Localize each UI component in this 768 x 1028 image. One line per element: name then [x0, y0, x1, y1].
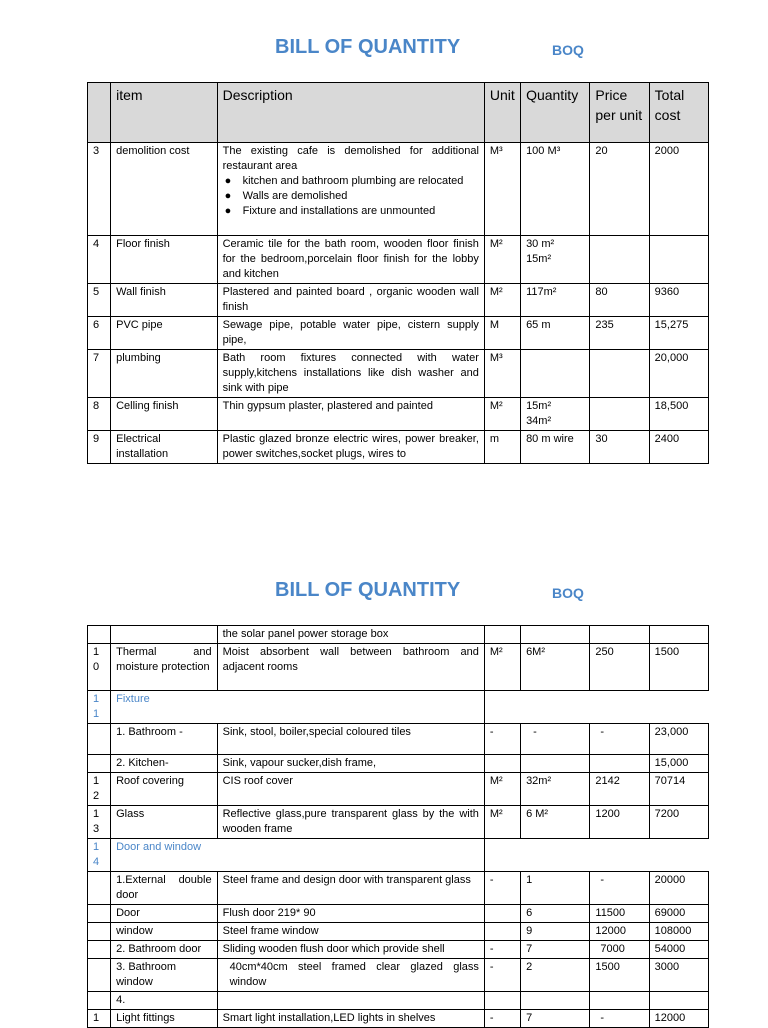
- cell-qty: 7: [521, 941, 590, 959]
- page2-boq-label: BOQ: [552, 585, 584, 601]
- cell-item: Electrical installation: [111, 431, 218, 464]
- cell-no: 7: [88, 350, 111, 398]
- cell-no: 4: [88, 236, 111, 284]
- cell-qty: 30 m² 15m²: [521, 236, 590, 284]
- cell-no: 1 2: [88, 773, 111, 806]
- cell-qty: 117m²: [521, 284, 590, 317]
- cell-total: 54000: [649, 941, 708, 959]
- header-cell: Price per unit: [590, 83, 649, 143]
- cell-total: 2000: [649, 143, 708, 236]
- cell-no: 3: [88, 143, 111, 236]
- page1-boq-label: BOQ: [552, 42, 584, 58]
- table-row: [88, 431, 709, 464]
- cell-unit: m: [484, 431, 520, 464]
- cell-item: Glass: [111, 806, 218, 839]
- cell-no: 6: [88, 317, 111, 350]
- cell-unit: M²: [484, 644, 520, 691]
- cell-qty: 80 m wire: [521, 431, 590, 464]
- cell-qty: 1: [521, 872, 590, 905]
- cell-qty: -: [521, 724, 590, 755]
- list-item: ● Fixture and installations are unmounted: [243, 204, 479, 219]
- cell-no: [88, 872, 111, 905]
- cell-price: 30: [590, 431, 649, 464]
- cell-price: 12000: [590, 923, 649, 941]
- table-row: [88, 1010, 709, 1028]
- cell-qty: [521, 626, 590, 644]
- cell-item: PVC pipe: [111, 317, 218, 350]
- cell-price: 250: [590, 644, 649, 691]
- cell-qty: [521, 350, 590, 398]
- cell-no: 1 4: [88, 839, 111, 872]
- cell-price: 1200: [590, 806, 649, 839]
- cell-qty: 7: [521, 1010, 590, 1028]
- cell-item: Thermal and moisture protection: [111, 644, 218, 691]
- list-item: ● kitchen and bathroom plumbing are relocated: [243, 174, 479, 189]
- cell-qty: 2: [521, 959, 590, 992]
- cell-description: [217, 143, 484, 236]
- cell-price: [590, 236, 649, 284]
- cell-total: [649, 626, 708, 644]
- cell-description: Sewage pipe, potable water pipe, cistern supply pipe,: [217, 317, 484, 350]
- cell-item: [111, 626, 218, 644]
- cell-qty: 15m² 34m²: [521, 398, 590, 431]
- cell-unit: -: [484, 724, 520, 755]
- cell-description: Plastic glazed bronze electric wires, power breaker, power switches,socket plugs, wires to: [217, 431, 484, 464]
- cell-unit: -: [484, 959, 520, 992]
- cell-item: Door: [111, 905, 218, 923]
- cell-no: 9: [88, 431, 111, 464]
- cell-unit: [484, 626, 520, 644]
- cell-total: 18,500: [649, 398, 708, 431]
- cell-qty: 6: [521, 905, 590, 923]
- header-cell: Description: [217, 83, 484, 143]
- table-row: [88, 626, 709, 644]
- cell-total: 20,000: [649, 350, 708, 398]
- cell-unit: M³: [484, 350, 520, 398]
- cell-price: 7000: [590, 941, 649, 959]
- cell-description: Steel frame window: [217, 923, 484, 941]
- cell-total: 7200: [649, 806, 708, 839]
- cell-unit: [484, 755, 520, 773]
- cell-total: 1500: [649, 644, 708, 691]
- page2-title: BILL OF QUANTITY: [275, 579, 461, 601]
- table-row: [88, 350, 709, 398]
- cell-description: [217, 992, 484, 1010]
- table-row: [88, 959, 709, 992]
- cell-price: -: [590, 724, 649, 755]
- cell-price: [590, 992, 649, 1010]
- table-row: [88, 923, 709, 941]
- section-row: [88, 691, 709, 724]
- cell-description: Steel frame and design door with transparent glass: [217, 872, 484, 905]
- cell-price: [590, 626, 649, 644]
- cell-unit: M²: [484, 806, 520, 839]
- cell-no: 1 3: [88, 806, 111, 839]
- header-cell: [88, 83, 111, 143]
- table-row: [88, 236, 709, 284]
- cell-qty: 9: [521, 923, 590, 941]
- cell-item: Roof covering: [111, 773, 218, 806]
- table-row: [88, 398, 709, 431]
- cell-item: window: [111, 923, 218, 941]
- cell-price: -: [590, 872, 649, 905]
- cell-price: 2142: [590, 773, 649, 806]
- cell-description: the solar panel power storage box: [217, 626, 484, 644]
- cell-total: 12000: [649, 1010, 708, 1028]
- cell-no: 5: [88, 284, 111, 317]
- table-row: [88, 644, 709, 691]
- cell-price: 1500: [590, 959, 649, 992]
- cell-total: 20000: [649, 872, 708, 905]
- header-cell: Unit: [484, 83, 520, 143]
- cell-total: 2400: [649, 431, 708, 464]
- cell-description: Plastered and painted board , organic wooden wall finish: [217, 284, 484, 317]
- cell-unit: M²: [484, 398, 520, 431]
- cell-description: Sliding wooden flush door which provide shell: [217, 941, 484, 959]
- cell-unit: M²: [484, 236, 520, 284]
- cell-total: [649, 236, 708, 284]
- cell-description: Sink, stool, boiler,special coloured tiles: [217, 724, 484, 755]
- cell-item: Celling finish: [111, 398, 218, 431]
- cell-item: 1. Bathroom -: [111, 724, 218, 755]
- cell-item: Floor finish: [111, 236, 218, 284]
- boq-table-page1: [87, 82, 709, 464]
- cell-description: Sink, vapour sucker,dish frame,: [217, 755, 484, 773]
- cell-price: -: [590, 1010, 649, 1028]
- cell-item: demolition cost: [111, 143, 218, 236]
- cell-unit: [484, 905, 520, 923]
- section-title: Fixture: [111, 691, 485, 724]
- cell-no: [88, 959, 111, 992]
- cell-description: Ceramic tile for the bath room, wooden floor finish for the bedroom,porcelain floor finish for the lobby and kitchen: [217, 236, 484, 284]
- table-row: [88, 143, 709, 236]
- cell-unit: M³: [484, 143, 520, 236]
- cell-item: plumbing: [111, 350, 218, 398]
- cell-qty: 32m²: [521, 773, 590, 806]
- cell-description: Thin gypsum plaster, plastered and painted: [217, 398, 484, 431]
- cell-no: [88, 941, 111, 959]
- cell-description: CIS roof cover: [217, 773, 484, 806]
- cell-total: 108000: [649, 923, 708, 941]
- cell-total: 15,000: [649, 755, 708, 773]
- table-row: [88, 872, 709, 905]
- cell-no: 8: [88, 398, 111, 431]
- cell-price: 235: [590, 317, 649, 350]
- cell-total: 70714: [649, 773, 708, 806]
- description-text: The existing cafe is demolished for additional restaurant area: [222, 145, 479, 172]
- cell-unit: [484, 992, 520, 1010]
- cell-unit: [484, 923, 520, 941]
- cell-description: Bath room fixtures connected with water supply,kitchens installations like dish washer and sink with pipe: [217, 350, 484, 398]
- cell-total: 9360: [649, 284, 708, 317]
- table-row: [88, 724, 709, 755]
- cell-unit: -: [484, 872, 520, 905]
- cell-item: 4.: [111, 992, 218, 1010]
- cell-price: 80: [590, 284, 649, 317]
- cell-no: 1 1: [88, 691, 111, 724]
- header-cell: Quantity: [521, 83, 590, 143]
- cell-qty: [521, 755, 590, 773]
- section-row: [88, 839, 709, 872]
- table-row: [88, 992, 709, 1010]
- cell-qty: 6M²: [521, 644, 590, 691]
- table-header-row: [88, 83, 709, 143]
- cell-unit: M: [484, 317, 520, 350]
- table-row: [88, 806, 709, 839]
- cell-price: [590, 398, 649, 431]
- cell-qty: 6 M²: [521, 806, 590, 839]
- cell-item: Wall finish: [111, 284, 218, 317]
- cell-price: [590, 755, 649, 773]
- cell-price: [590, 350, 649, 398]
- page1-title: BILL OF QUANTITY: [275, 36, 461, 58]
- cell-unit: -: [484, 941, 520, 959]
- header-cell: item: [111, 83, 218, 143]
- section-title: Door and window: [111, 839, 485, 872]
- cell-total: [649, 992, 708, 1010]
- table-row: [88, 773, 709, 806]
- cell-description: 40cm*40cm steel framed clear glazed glass window: [217, 959, 484, 992]
- empty-cell: [484, 839, 708, 872]
- cell-total: 69000: [649, 905, 708, 923]
- cell-total: 15,275: [649, 317, 708, 350]
- header-cell: Total cost: [649, 83, 708, 143]
- cell-description: Smart light installation,LED lights in shelves: [217, 1010, 484, 1028]
- cell-total: 3000: [649, 959, 708, 992]
- cell-no: 1: [88, 1010, 111, 1028]
- table-row: [88, 755, 709, 773]
- cell-no: [88, 992, 111, 1010]
- cell-price: 11500: [590, 905, 649, 923]
- cell-unit: M²: [484, 284, 520, 317]
- cell-item: 2. Kitchen-: [111, 755, 218, 773]
- cell-unit: -: [484, 1010, 520, 1028]
- cell-item: 1.External double door: [111, 872, 218, 905]
- cell-description: Flush door 219* 90: [217, 905, 484, 923]
- empty-cell: [484, 691, 708, 724]
- cell-no: [88, 755, 111, 773]
- cell-description: Reflective glass,pure transparent glass by the with wooden frame: [217, 806, 484, 839]
- cell-qty: 100 M³: [521, 143, 590, 236]
- cell-description: Moist absorbent wall between bathroom and adjacent rooms: [217, 644, 484, 691]
- cell-unit: M²: [484, 773, 520, 806]
- cell-item: Light fittings: [111, 1010, 218, 1028]
- cell-item: 3. Bathroom window: [111, 959, 218, 992]
- cell-qty: [521, 992, 590, 1010]
- cell-no: [88, 905, 111, 923]
- cell-no: 1 0: [88, 644, 111, 691]
- cell-price: 20: [590, 143, 649, 236]
- cell-no: [88, 724, 111, 755]
- cell-no: [88, 626, 111, 644]
- cell-item: 2. Bathroom door: [111, 941, 218, 959]
- boq-table-page2: [87, 625, 709, 1028]
- table-row: [88, 317, 709, 350]
- table-row: [88, 905, 709, 923]
- table-row: [88, 941, 709, 959]
- table-row: [88, 284, 709, 317]
- cell-qty: 65 m: [521, 317, 590, 350]
- cell-no: [88, 923, 111, 941]
- bullet-list: [223, 174, 479, 219]
- cell-total: 23,000: [649, 724, 708, 755]
- list-item: ● Walls are demolished: [243, 189, 479, 204]
